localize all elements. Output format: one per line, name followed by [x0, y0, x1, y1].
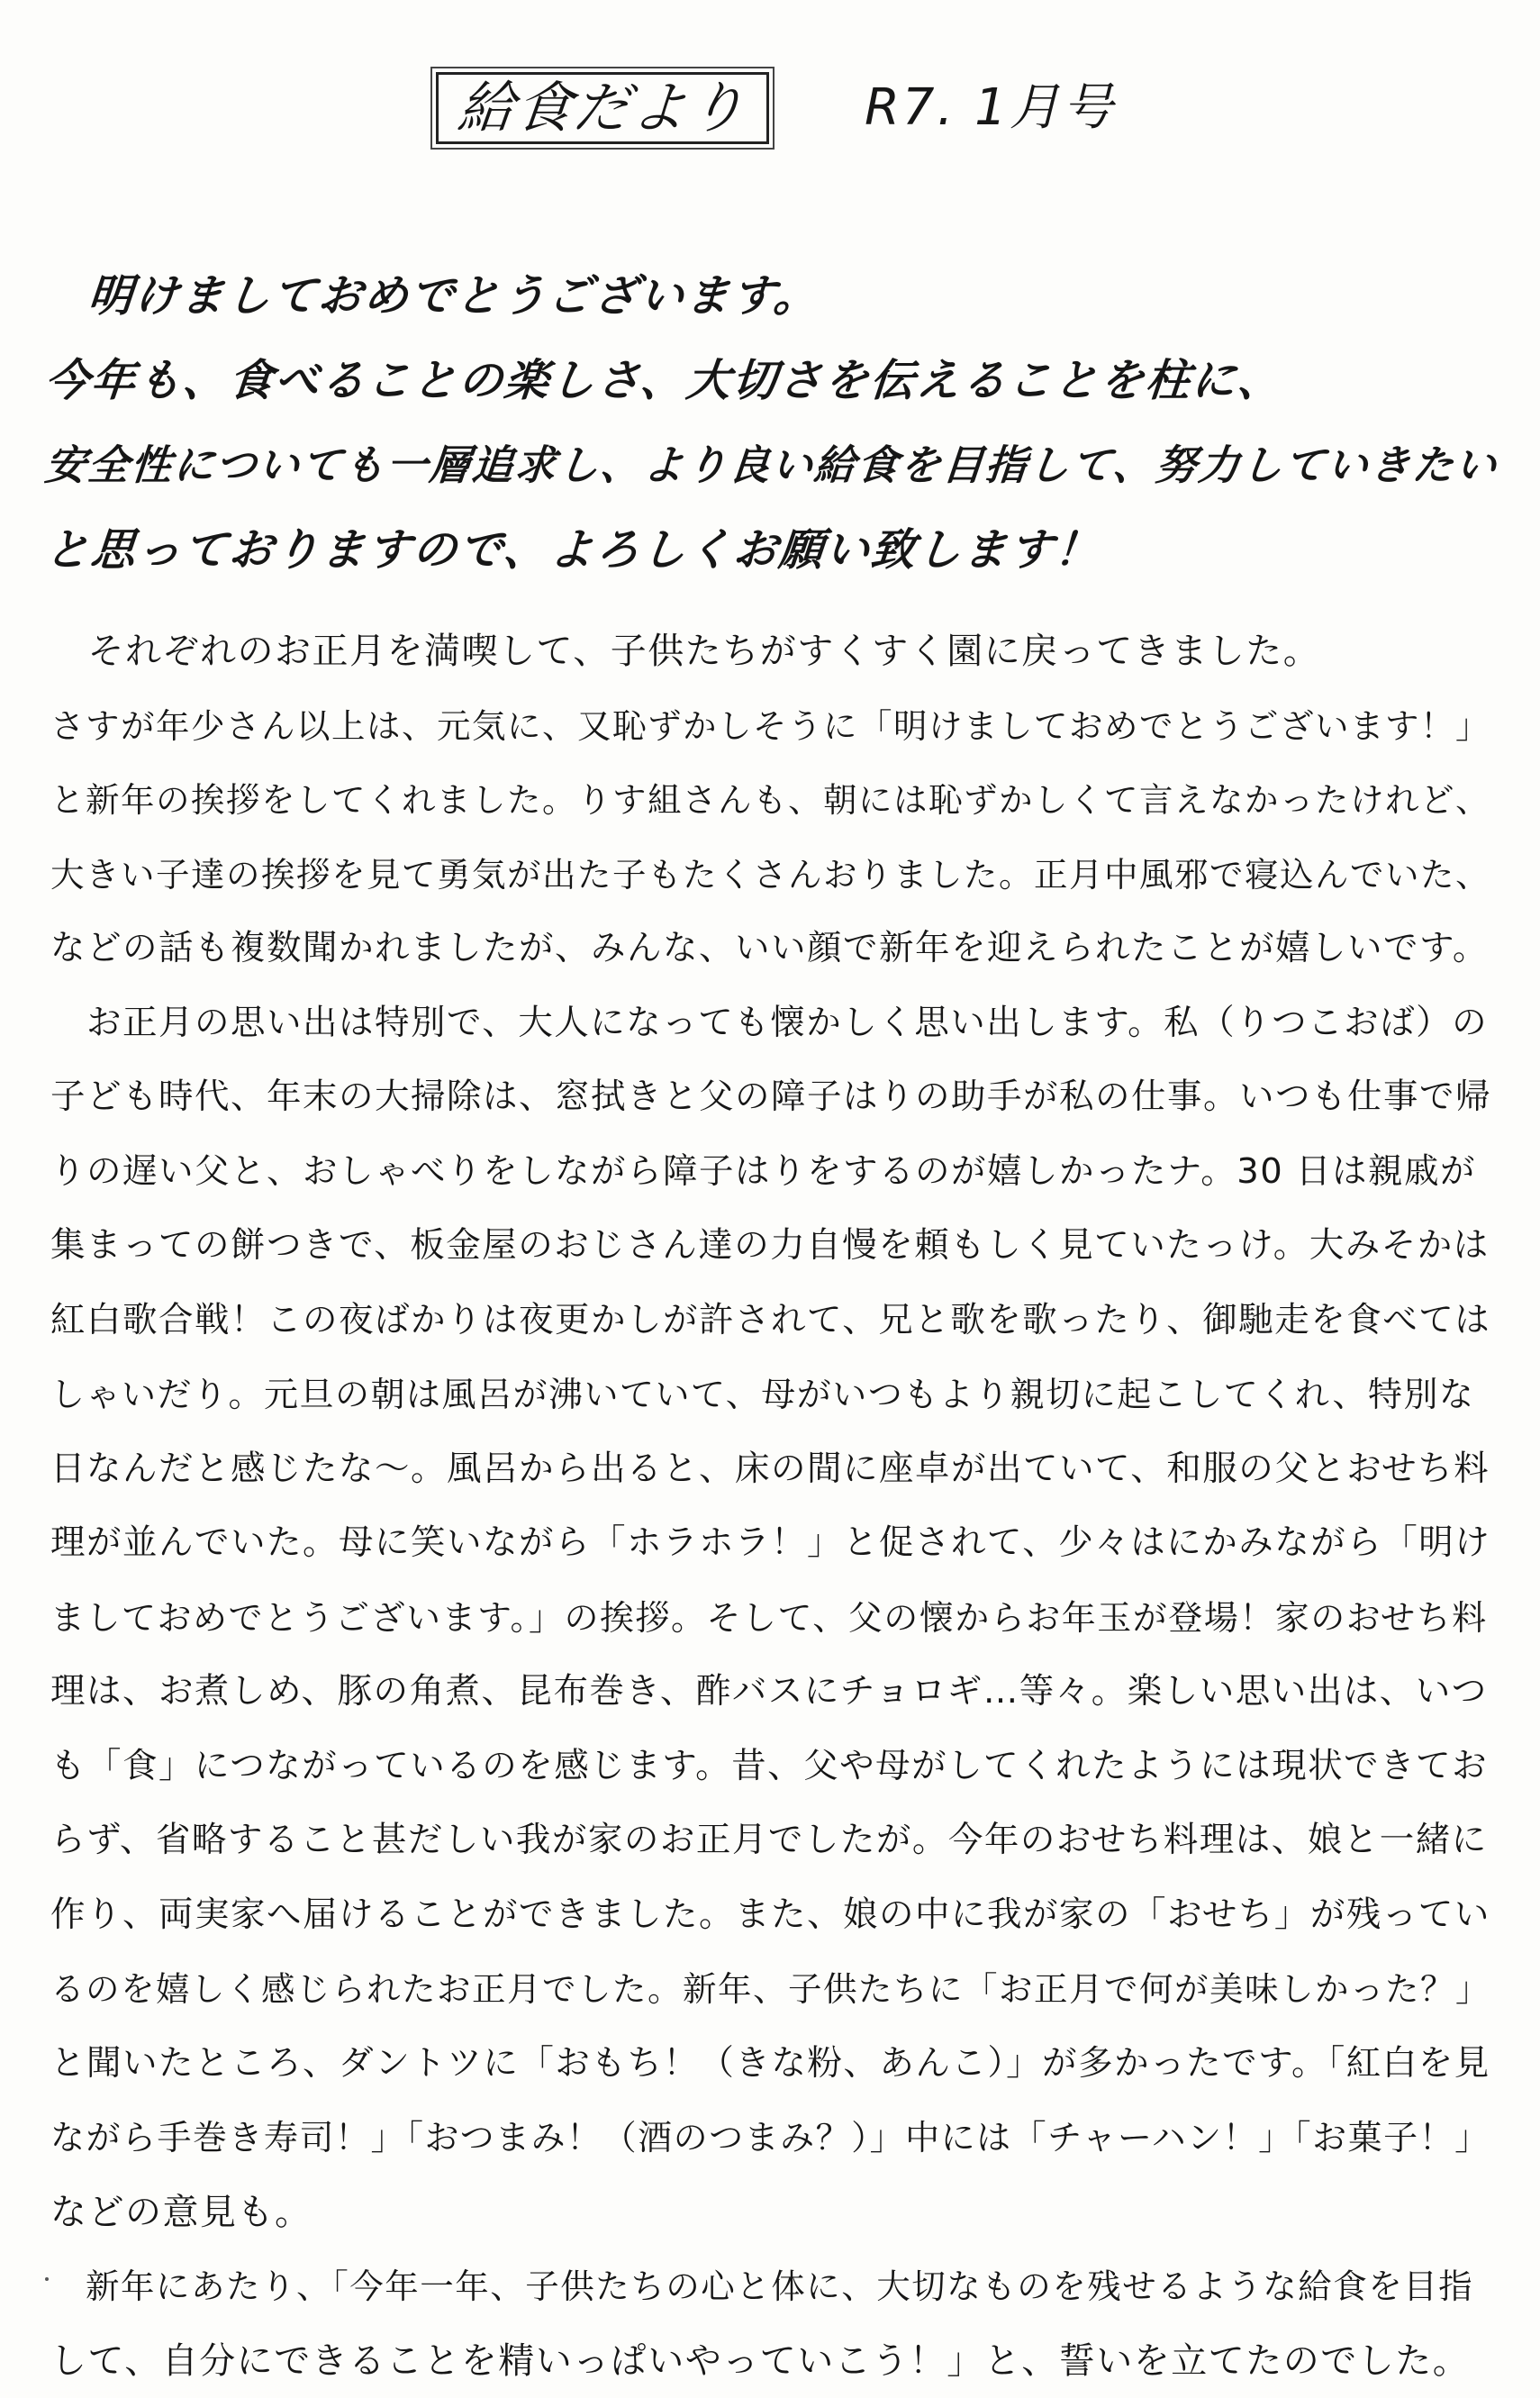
body-line: ながら手巻き寿司！」「おつまみ！（酒のつまみ？）」中には「チャーハン！」「お菓子！」	[50, 2101, 1491, 2175]
body-line: 日なんだと感じたな～。風呂から出ると、床の間に座卓が出ていて、和服の父とおせち料	[50, 1432, 1491, 1507]
scan-speck	[45, 2277, 49, 2281]
body-line: 理は、お煮しめ、豚の角煮、昆布巻き、酢バスにチョロギ…等々。楽しい思い出は、いつ	[50, 1655, 1491, 1730]
body-line: も「食」につながっているのを感じます。昔、父や母がしてくれたようには現状できてお	[50, 1730, 1491, 1804]
body-line: 子ども時代、年末の大掃除は、窓拭きと父の障子はりの助手が私の仕事。いつも仕事で帰	[50, 1060, 1491, 1135]
body-line: 新年にあたり、「今年一年、子供たちの心と体に、大切なものを残せるような給食を目指	[50, 2249, 1491, 2324]
body-line: りの遅い父と、おしゃべりをしながら障子はりをするのが嬉しかったナ。30 日は親戚が	[50, 1135, 1491, 1210]
body-line: 作り、両実家へ届けることができました。また、娘の中に我が家の「おせち」が残ってい	[50, 1878, 1491, 1953]
body-line: 大きい子達の挨拶を見て勇気が出た子もたくさんおりました。正月中風邪で寝込んでいた、	[50, 838, 1491, 913]
issue-label: R7. 1月号	[865, 83, 1116, 133]
body-line: それぞれのお正月を満喫して、子供たちがすくすく園に戻ってきました。	[50, 614, 1491, 689]
body-line: などの意見も。	[50, 2175, 1491, 2250]
body-line: お正月の思い出は特別で、大人になっても懐かしく思い出します。私（りつこおば）の	[50, 986, 1491, 1061]
body-line: るのを嬉しく感じられたお正月でした。新年、子供たちに「お正月で何が美味しかった？」	[50, 1952, 1491, 2027]
body-line: 紅白歌合戦！この夜ばかりは夜更かしが許されて、兄と歌を歌ったり、御馳走を食べては	[50, 1284, 1491, 1358]
body-text	[50, 614, 1491, 2398]
body-line: さすが年少さん以上は、元気に、又恥ずかしそうに「明けましておめでとうございます！」	[50, 689, 1491, 764]
body-line: して、自分にできることを精いっぱいやっていこう！」と、誓いを立てたのでした。	[50, 2324, 1491, 2398]
greeting-line: 今年も、食べることの楽しさ、大切さを伝えることを柱に、	[41, 339, 1508, 423]
body-line: 集まっての餅つきで、板金屋のおじさん達の力自慢を頼もしく見ていたっけ。大みそかは	[50, 1209, 1491, 1284]
body-line: しゃいだり。元旦の朝は風呂が沸いていて、母がいつもより親切に起こしてくれ、特別な	[50, 1358, 1491, 1432]
newsletter-title: 給食だより	[456, 80, 750, 136]
body-line: らず、省略すること甚だしい我が家のお正月でしたが。今年のおせち料理は、娘と一緒に	[50, 1803, 1491, 1878]
body-line: と聞いたところ、ダントツに「おもち！（きな粉、あんこ）」が多かったです。「紅白を見	[50, 2027, 1491, 2102]
title-box	[436, 72, 769, 144]
greeting-message	[45, 254, 1504, 593]
body-line: などの話も複数聞かれましたが、みんな、いい顔で新年を迎えられたことが嬉しいです。	[50, 912, 1491, 986]
body-line: 理が並んでいた。母に笑いながら「ホラホラ！」と促されて、少々はにかみながら「明け	[50, 1506, 1491, 1581]
body-line: と新年の挨拶をしてくれました。りす組さんも、朝には恥ずかしくて言えなかったけれど、	[50, 763, 1491, 838]
body-line: ましておめでとうございます。」の挨拶。そして、父の懐からお年玉が登場！家のおせち料	[50, 1581, 1491, 1656]
greeting-line: 明けましておめでとうございます。	[41, 254, 1508, 339]
greeting-line: と思っておりますので、よろしくお願い致します！	[41, 508, 1508, 593]
greeting-line: 安全性についても一層追求し、より良い給食を目指して、努力していきたい	[41, 423, 1508, 508]
